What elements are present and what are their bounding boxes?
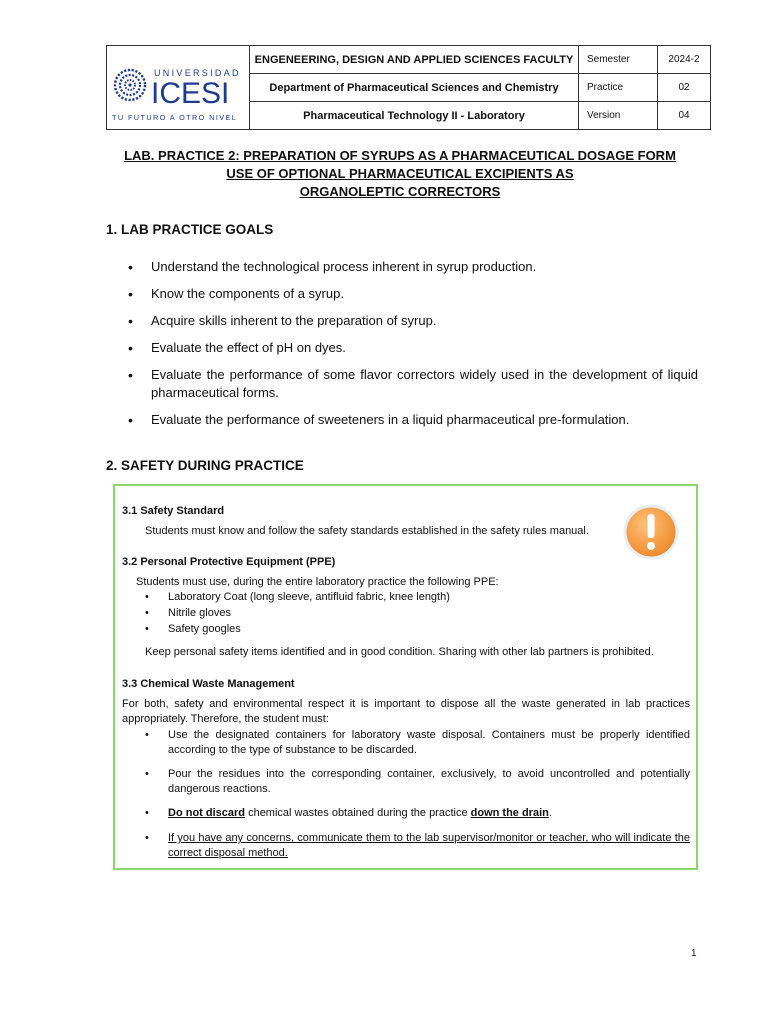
safety-standard-heading: 3.1 Safety Standard: [122, 505, 225, 517]
course-cell: Pharmaceutical Technology II - Laboratory: [250, 102, 579, 130]
semester-value: 2024-2: [658, 46, 711, 74]
semester-label: Semester: [579, 46, 658, 74]
down-the-drain-text: down the drain: [470, 807, 549, 819]
version-value: 04: [658, 102, 711, 130]
goal-item: • Evaluate the performance of some flavor correctors widely used in the development of liquid pharmaceutical forms.: [128, 366, 698, 402]
goal-item: • Evaluate the performance of sweeteners in a liquid pharmaceutical pre-formulation.: [128, 411, 698, 429]
university-logo: [107, 46, 249, 129]
header-table: [106, 45, 711, 130]
ppe-heading: 3.2 Personal Protective Equipment (PPE): [122, 556, 336, 568]
page-number: 1: [691, 948, 697, 959]
title-line-2: USE OF OPTIONAL PHARMACEUTICAL EXCIPIENTS AS: [226, 166, 574, 181]
warning-icon: [622, 503, 680, 561]
goal-item: • Understand the technological process inherent in syrup production.: [128, 258, 698, 276]
document-title: [100, 147, 700, 201]
goals-list: [128, 258, 698, 438]
safety-heading: 2. SAFETY DURING PRACTICE: [106, 458, 304, 473]
goals-heading: 1. LAB PRACTICE GOALS: [106, 222, 274, 237]
ppe-intro: Students must use, during the entire laboratory practice the following PPE:: [136, 576, 499, 588]
do-not-discard-text: Do not discard: [168, 807, 246, 819]
goal-item: • Know the components of a syrup.: [128, 285, 698, 303]
goal-item: • Evaluate the effect of pH on dyes.: [128, 339, 698, 357]
title-line-3: ORGANOLEPTIC CORRECTORS: [299, 184, 501, 199]
practice-label: Practice: [579, 74, 658, 102]
logo-name-top: UNIVERSIDAD: [154, 68, 241, 78]
logo-tagline: TU FUTURO A OTRO NIVEL: [112, 113, 238, 122]
document-page: UNIVERSIDAD ICESI TU FUTURO A OTRO NIVEL ENGENEERING, DESIGN AND APPLIED SCIENCES FACULTY Semester 2024-2 Department of Pharmaceutical Sciences and Chemistry Practice 02 Pharmaceutical Technology II - Laboratory Version 04 LAB. PRACTICE 2: PREPARATION OF SYRUPS AS A PHARMACEUTICAL DOSAGE FORM USE OF OPTIONAL PHARMACEUTICAL EXCIPIENTS AS ORGANOLEPTIC CORRECTORS 1. LAB PRACTICE GOALS • Understand the technological process inherent in syrup production. • Know the components of a syrup. • Acquire skills inherent to the preparation of syrup. • Evaluate the effect of pH on dyes. • Evaluate the performance of some flavor correctors widely used in the development of liquid pharmaceutical forms. • Evaluate the performance of sweeteners in a liquid pharmaceutical pre-formulation. 2. SAFETY DURING PRACTICE 3.1 Safety Standard Students must know and follow the safety standards established in the safety rules manual. 3.2 Personal Protective Equipment (PPE) Students must use, during the entire laboratory practice the following PPE: • Laboratory Coat (long sleeve, antifluid fabric, knee length) • Nitrile gloves • Safety googles Keep personal safety items identified and in good condition. Sharing with other lab partners is prohibited. 3.3 Chemical Waste Management For both, safety and environmental respect it is important to dispose all the waste generated in lab practices appropriately. Therefore, the student must: • Use the designated containers for laboratory waste disposal. Containers must be properly identified according to the type of substance to be discarded. • Pour the residues into the corresponding container, exclusively, to avoid uncontrolled and potentially dangerous reactions. • Do not discard chemical wastes obtained during the practice down the drain. • If you have any concerns, communicate them to the lab supervisor/monitor or teacher, who will indicate the correct disposal method. 1: [0, 0, 768, 1024]
goal-item: • Acquire skills inherent to the preparation of syrup.: [128, 312, 698, 330]
logo-cell: [107, 46, 250, 130]
practice-value: 02: [658, 74, 711, 102]
safety-standard-text: Students must know and follow the safety standards established in the safety rules manual.: [145, 525, 589, 537]
version-label: Version: [579, 102, 658, 130]
waste-intro: For both, safety and environmental respect it is important to dispose all the waste generated in lab practices appropriately. Therefore, the student must:: [122, 698, 690, 725]
faculty-cell: ENGENEERING, DESIGN AND APPLIED SCIENCES FACULTY: [250, 46, 579, 74]
department-cell: Department of Pharmaceutical Sciences and Chemistry: [250, 74, 579, 102]
waste-heading: 3.3 Chemical Waste Management: [122, 678, 295, 690]
title-line-1: LAB. PRACTICE 2: PREPARATION OF SYRUPS AS A PHARMACEUTICAL DOSAGE FORM: [124, 148, 676, 163]
ppe-note: Keep personal safety items identified and in good condition. Sharing with other lab partners is prohibited.: [145, 646, 654, 658]
logo-name-main: ICESI: [151, 77, 230, 110]
logo-sunburst-icon: [110, 48, 246, 128]
